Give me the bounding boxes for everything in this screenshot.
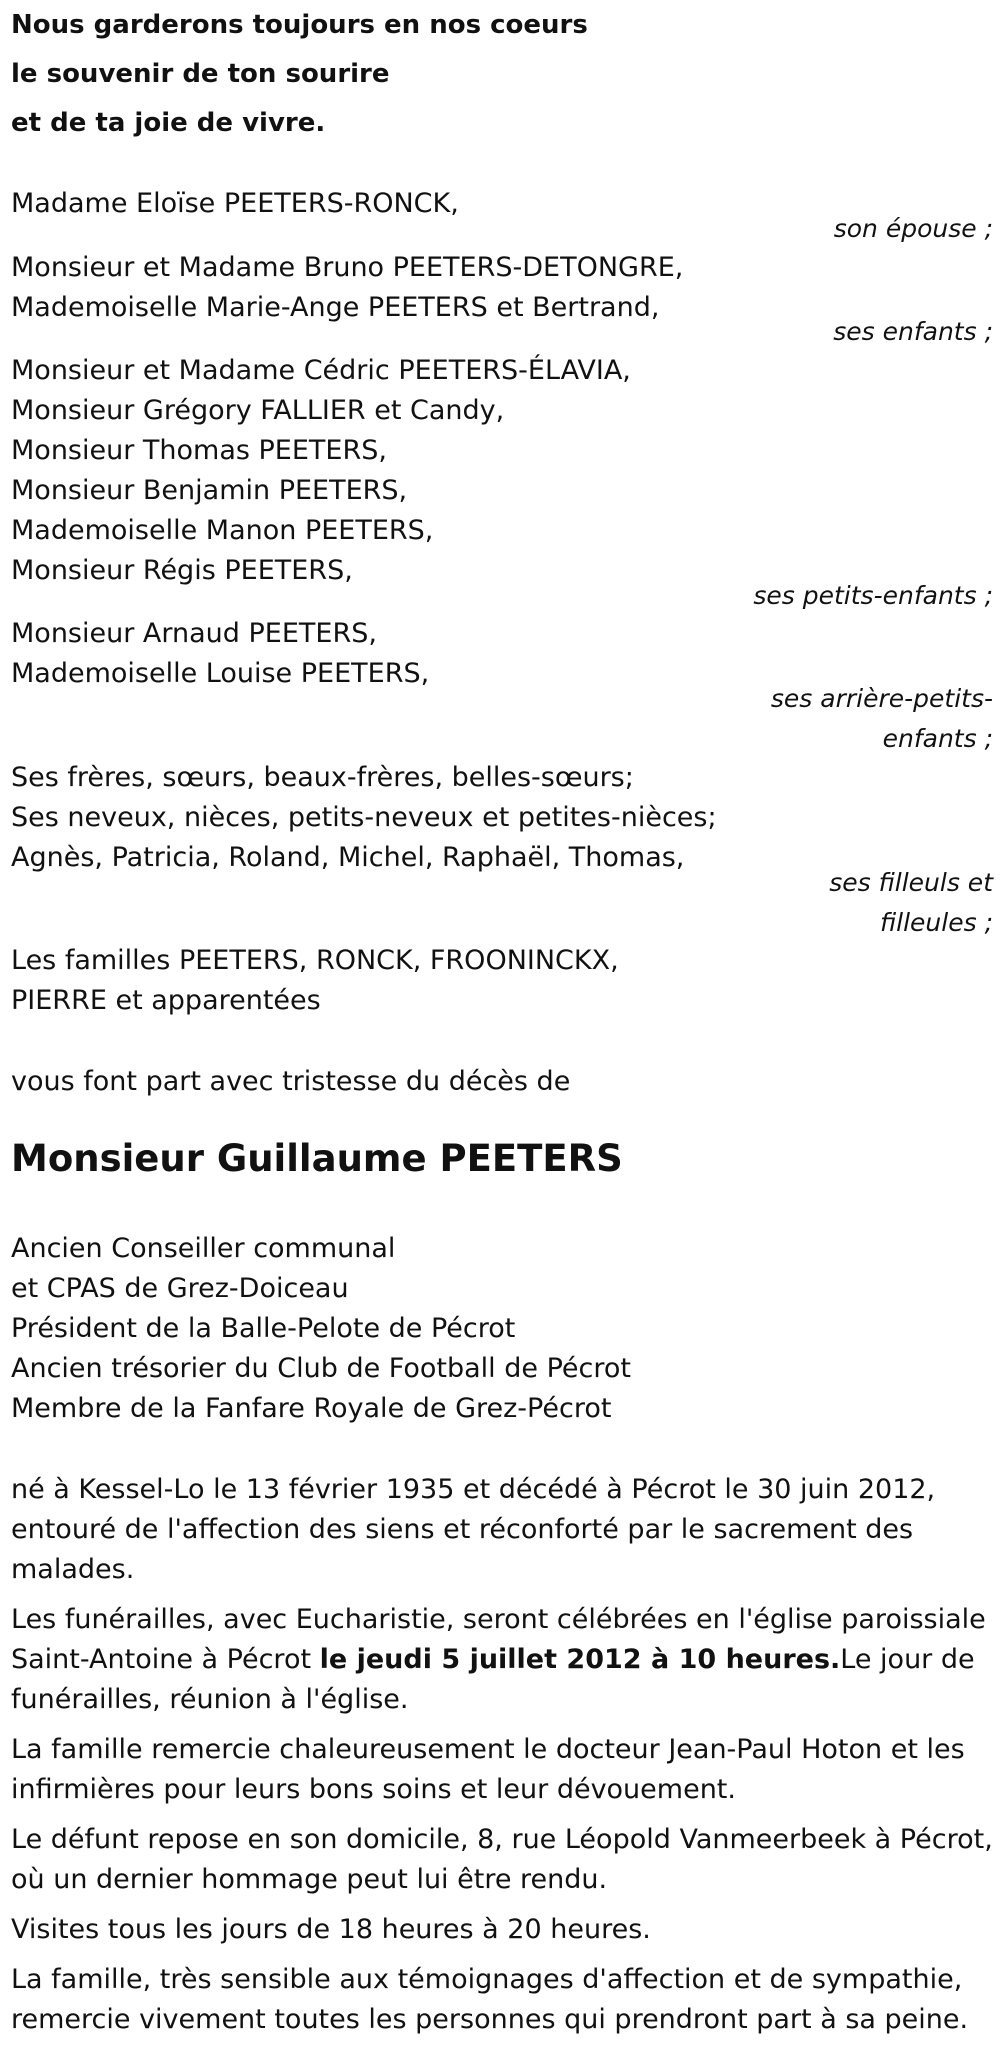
wife-name: Madame Eloïse PEETERS-RONCK, <box>11 188 459 219</box>
title-line: Membre de la Fanfare Royale de Grez-Pécrot <box>11 1393 612 1424</box>
title-line: Président de la Balle-Pelote de Pécrot <box>11 1313 516 1344</box>
grandchild-name: Mademoiselle Manon PEETERS, <box>11 515 434 546</box>
title-line: Ancien trésorier du Club de Football de Pécrot <box>11 1353 631 1384</box>
intro-line: Nous garderons toujours en nos coeurs <box>11 10 588 40</box>
grandchild-name: Monsieur Grégory FALLIER et Candy, <box>11 395 505 426</box>
birth-death-line: malades. <box>11 1554 135 1585</box>
thanks-line: infirmières pour leurs bons soins et leur dévouement. <box>11 1774 736 1805</box>
funeral-line-end: Le jour de <box>840 1644 975 1675</box>
title-line: Ancien Conseiller communal <box>11 1233 396 1264</box>
birth-death-line: entouré de l'affection des siens et réconforté par le sacrement des <box>11 1514 914 1545</box>
intro-line: et de ta joie de vivre. <box>11 108 326 138</box>
rest-line: Le défunt repose en son domicile, 8, rue Léopold Vanmeerbeek à Pécrot, <box>11 1824 993 1855</box>
relatives-line: Ses frères, sœurs, beaux-frères, belles-sœurs; <box>11 762 634 793</box>
thanks-line: La famille remercie chaleureusement le docteur Jean-Paul Hoton et les <box>11 1734 965 1765</box>
families-line: Les familles PEETERS, RONCK, FROONINCKX, <box>11 945 619 976</box>
grandchildren-relation: ses petits-enfants ; <box>753 581 993 610</box>
announcement-text: vous font part avec tristesse du décès de <box>11 1066 571 1097</box>
funeral-line: Les funérailles, avec Eucharistie, seront célébrées en l'église paroissiale <box>11 1604 986 1635</box>
grandchild-name: Monsieur Régis PEETERS, <box>11 555 353 586</box>
grandchild-name: Monsieur et Madame Cédric PEETERS-ÉLAVIA, <box>11 355 631 386</box>
deceased-name: Monsieur Guillaume PEETERS <box>11 1137 623 1180</box>
funeral-place: Saint-Antoine à Pécrot <box>11 1644 320 1675</box>
godchildren-relation: ses filleuls et <box>829 868 993 897</box>
closing-line: remercie vivement toutes les personnes qui prendront part à sa peine. <box>11 2004 969 2035</box>
rest-line: où un dernier hommage peut lui être rendu. <box>11 1864 608 1895</box>
families-line: PIERRE et apparentées <box>11 985 321 1016</box>
closing-line: La famille, très sensible aux témoignages d'affection et de sympathie, <box>11 1964 963 1995</box>
funeral-date: le jeudi 5 juillet 2012 à 10 heures. <box>319 1644 841 1675</box>
relatives-line: Agnès, Patricia, Roland, Michel, Raphaël, Thomas, <box>11 842 685 873</box>
great-grandchild-name: Mademoiselle Louise PEETERS, <box>11 658 430 689</box>
children-relation: ses enfants ; <box>833 317 993 346</box>
birth-death-line: né à Kessel-Lo le 13 février 1935 et décédé à Pécrot le 30 juin 2012, <box>11 1474 936 1505</box>
visits-line: Visites tous les jours de 18 heures à 20 heures. <box>11 1914 651 1945</box>
child-name: Mademoiselle Marie-Ange PEETERS et Bertrand, <box>11 292 660 323</box>
funeral-line <box>11 1640 975 1680</box>
great-grandchild-name: Monsieur Arnaud PEETERS, <box>11 618 377 649</box>
wife-relation: son épouse ; <box>833 214 993 243</box>
title-line: et CPAS de Grez-Doiceau <box>11 1273 349 1304</box>
funeral-line: funérailles, réunion à l'église. <box>11 1684 409 1715</box>
great-grandchildren-relation: ses arrière-petits- <box>770 684 993 713</box>
intro-line: le souvenir de ton sourire <box>11 59 390 89</box>
relatives-line: Ses neveux, nièces, petits-neveux et petites-nièces; <box>11 802 717 833</box>
great-grandchildren-relation: enfants ; <box>882 724 993 753</box>
grandchild-name: Monsieur Benjamin PEETERS, <box>11 475 408 506</box>
child-name: Monsieur et Madame Bruno PEETERS-DETONGRE, <box>11 252 684 283</box>
grandchild-name: Monsieur Thomas PEETERS, <box>11 435 387 466</box>
godchildren-relation: filleules ; <box>880 908 993 937</box>
